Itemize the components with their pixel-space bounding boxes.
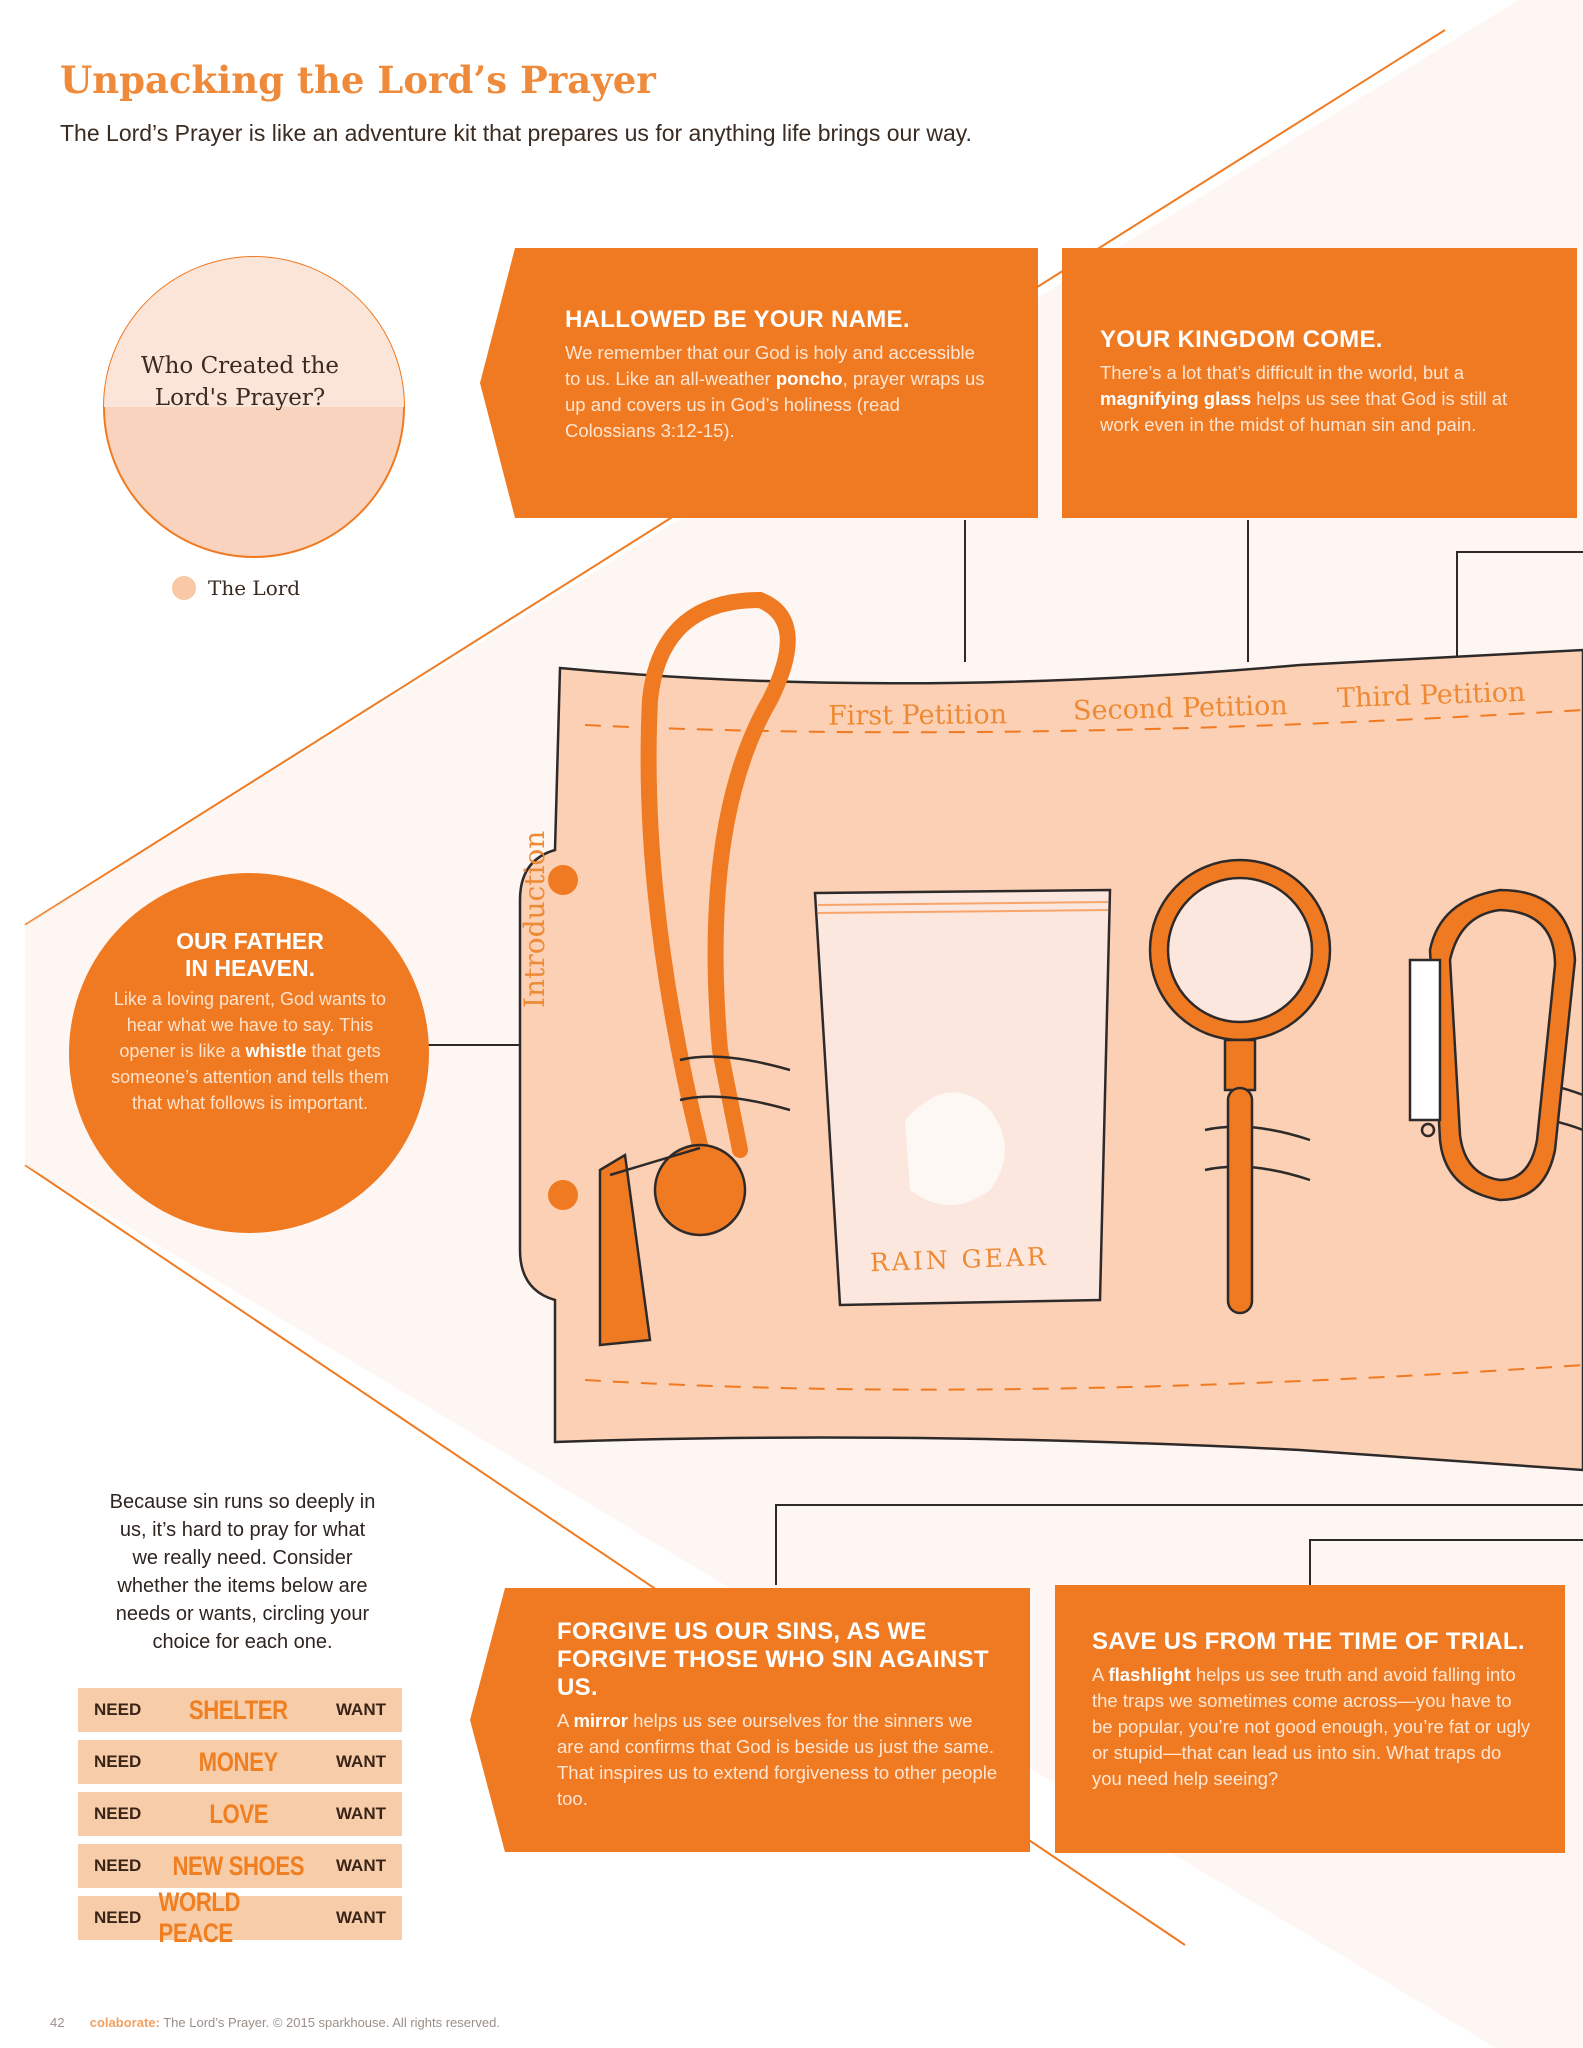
card-forgive — [557, 1618, 1002, 1812]
card-heading: FORGIVE US OUR SINS, AS WE FORGIVE THOSE WHO SIN AGAINST US. — [557, 1618, 989, 1701]
page-number: 42 — [50, 2015, 65, 2030]
need-option[interactable]: NEED — [94, 1856, 142, 1875]
card-heading: HALLOWED BE YOUR NAME. — [565, 306, 910, 333]
item-label: LOVE — [209, 1798, 268, 1829]
need-want-row — [78, 1740, 402, 1784]
answer-dot-icon — [172, 576, 196, 600]
want-option[interactable]: WANT — [335, 1700, 386, 1719]
petition-label-first: First Petition — [827, 699, 1008, 732]
card-heading: YOUR KINGDOM COME. — [1100, 326, 1383, 353]
introduction-label: Introduction — [518, 830, 551, 1008]
grommet-top — [548, 865, 578, 895]
card-kingdom — [1100, 326, 1520, 438]
page-title: Unpacking the Lord’s Prayer — [60, 58, 656, 102]
card-body: There’s a lot that’s difficult in the world, but a magnifying glass helps us see that God is still at work even in the midst of human sin and pain. — [1100, 362, 1508, 435]
item-label: MONEY — [199, 1746, 279, 1777]
quiz-answer — [172, 576, 300, 600]
card-body: We remember that our God is holy and accessible to us. Like an all-weather poncho, prayer wraps us up and covers us in God’s holiness (read Colossians 3:12-15). — [565, 342, 985, 441]
item-label: SHELTER — [189, 1694, 288, 1725]
card-father — [100, 928, 400, 1116]
quiz-question: Who Created the Lord's Prayer? — [140, 353, 340, 411]
need-option[interactable]: NEED — [94, 1752, 142, 1771]
want-option[interactable]: WANT — [335, 1752, 386, 1771]
petition-label-second: Second Petition — [1072, 690, 1289, 727]
item-label: NEW SHOES — [172, 1850, 305, 1881]
rain-gear-bag — [815, 890, 1110, 1305]
quiz-answer-text: The Lord — [208, 576, 301, 600]
need-want-row — [78, 1688, 402, 1732]
need-option[interactable]: NEED — [94, 1804, 142, 1823]
want-option[interactable]: WANT — [335, 1908, 386, 1927]
need-want-row — [78, 1887, 402, 1948]
need-want-row — [78, 1792, 402, 1836]
footer — [50, 2015, 500, 2030]
card-heading: SAVE US FROM THE TIME OF TRIAL. — [1092, 1628, 1525, 1655]
card-body: A mirror helps us see ourselves for the sinners we are and confirms that God is beside us just the same. That inspires us to extend forgiveness to other people too. — [557, 1710, 998, 1809]
need-option[interactable]: NEED — [94, 1700, 142, 1719]
card-body: A flashlight helps us see truth and avoid falling into the traps we sometimes come across—you have to be popular, you’re not good enough, you’re fat or ugly or stupid—that can lead us into sin. What traps do you need help seeing? — [1092, 1664, 1531, 1789]
needs-wants-instructions: Because sin runs so deeply in us, it’s hard to pray for what we really need. Consider whether the items below are needs or wants, circling your choice for each one. — [109, 1491, 376, 1653]
petition-label-third: Third Petition — [1336, 676, 1526, 715]
card-trial — [1092, 1628, 1532, 1792]
copyright-text: The Lord’s Prayer. © 2015 sparkhouse. All rights reserved. — [163, 2015, 500, 2030]
want-option[interactable]: WANT — [335, 1804, 386, 1823]
page-subtitle: The Lord’s Prayer is like an adventure kit that prepares us for anything life brings our way. — [60, 120, 972, 146]
card-hallowed — [565, 306, 995, 444]
card-body: Like a loving parent, God wants to hear what we have to say. This opener is like a whistle that gets someone’s attention and tells them that what follows is important. — [111, 989, 389, 1113]
brand-name: colaborate: — [89, 2015, 160, 2030]
want-option[interactable]: WANT — [335, 1856, 386, 1875]
need-want-row — [78, 1844, 402, 1888]
card-heading: OUR FATHER IN HEAVEN. — [176, 928, 324, 981]
item-label: WORLD PEACE — [158, 1887, 241, 1948]
need-option[interactable]: NEED — [94, 1908, 142, 1927]
grommet-bottom — [548, 1180, 578, 1210]
bag-label: RAIN GEAR — [869, 1241, 1050, 1278]
